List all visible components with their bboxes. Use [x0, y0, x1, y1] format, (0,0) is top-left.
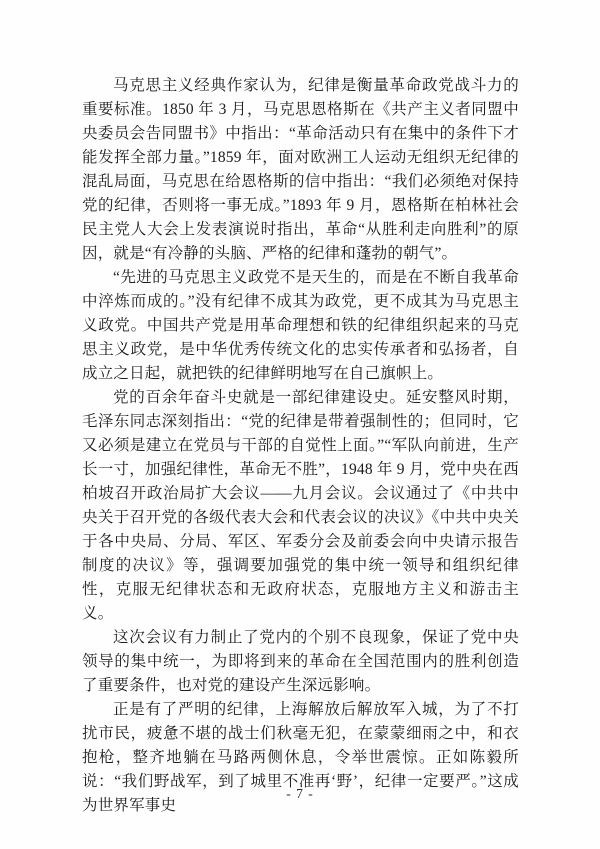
paragraph-1: 马克思主义经典作家认为，纪律是衡量革命政党战斗力的重要标准。1850 年 3 月，马克思恩格斯在《共产主义者同盟中央委员会告同盟书》中指出：“革命活动只有在集中的条件下才能发挥全部力量。”1859 年，面对欧洲工人运动无组织无纪律的混乱局面，马克思在给恩格斯的信中指出：“我们必须绝对保持党的纪律，否则将一事无成。”1893 年 9 月，恩格斯在柏林社会民主党人大会上发表演说时指出，革命“从胜利走向胜利”的原因，就是“有冷静的头脑、严格的纪律和蓬勃的朝气”。 — [82, 77, 519, 262]
paragraph-2: “先进的马克思主义政党不是天生的，而是在不断自我革命中淬炼而成的。”没有纪律不成其为政党，更不成其为马克思主义政党。中国共产党是用革命理想和铁的纪律组织起来的马克思主义政党，是中华优秀传统文化的忠实传承者和弘扬者，自成立之日起，就把铁的纪律鲜明地写在自己旗帜上。 — [82, 269, 519, 382]
paragraph-4: 这次会议有力制止了党内的个别不良现象，保证了党中央领导的集中统一，为即将到来的革命在全国范围内的胜利创造了重要条件，也对党的建设产生深远影响。 — [82, 629, 519, 694]
paragraph-3: 党的百余年奋斗史就是一部纪律建设史。延安整风时期，毛泽东同志深刻指出：“党的纪律是带着强制性的；但同时，它又必须是建立在党员与干部的自觉性上面。”“军队向前进，生产长一寸，加强纪律性，革命无不胜”，1948 年 9 月，党中央在西柏坡召开政治局扩大会议——九月会议。会议通过了《中共中央关于召开党的各级代表大会和代表会议的决议》《中共中央关于各中央局、分局、军区、军委分会及前委会向中央请示报告制度的决议》等，强调要加强党的集中统一领导和组织纪律性，克服无纪律状态和无政府状态，克服地方主义和游击主义。 — [82, 389, 519, 622]
document-body — [82, 74, 519, 818]
paragraph-5: 正是有了严明的纪律，上海解放后解放军入城，为了不打扰市民，疲惫不堪的战士们秋毫无犯，在蒙蒙细雨之中，和衣抱枪，整齐地躺在马路两侧休息，令举世震惊。正如陈毅所说：“我们野战军，到了城里不准再‘野’，纪律一定要严。”这成为世界军事史 — [82, 701, 519, 814]
page-number: - 7 - — [286, 786, 314, 801]
